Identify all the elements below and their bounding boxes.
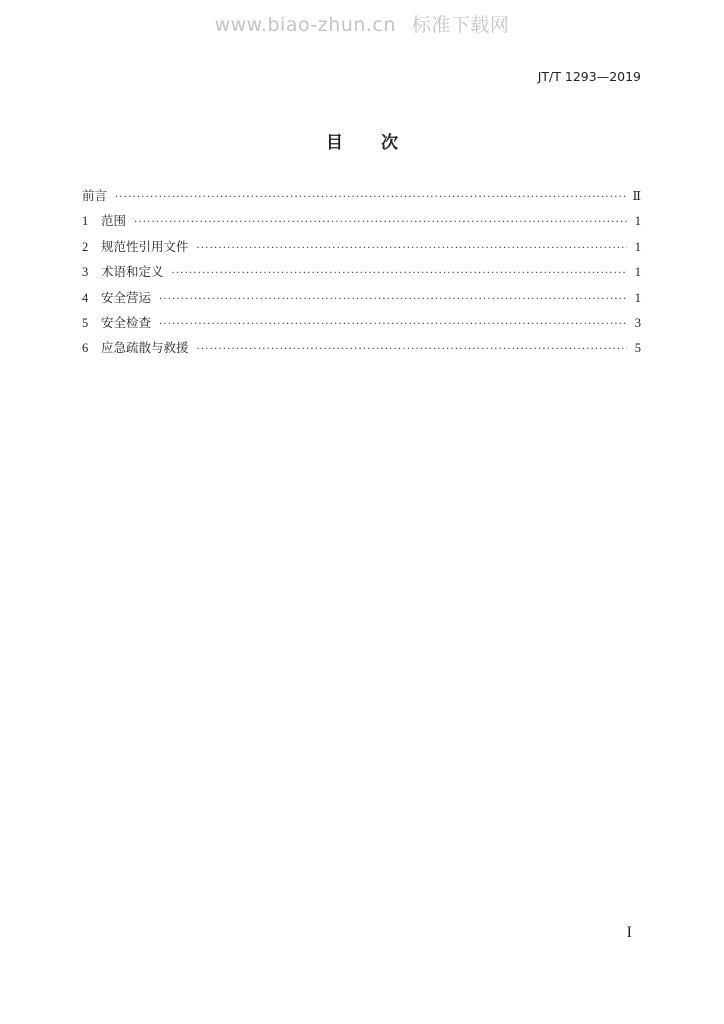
toc-entry-label: 术语和定义 — [101, 264, 164, 280]
toc-leader-dots — [172, 264, 627, 284]
document-code: JT/T 1293—2019 — [537, 69, 641, 84]
toc-leader-dots — [159, 290, 627, 310]
toc-entry-page: Ⅱ — [632, 189, 641, 203]
toc-leader-dots — [159, 315, 627, 335]
toc-entry-page: 3 — [634, 315, 641, 330]
toc-entry-page: 1 — [634, 239, 641, 254]
toc-entry-emergency-evacuation[interactable] — [82, 338, 641, 363]
toc-entry-label: 安全营运 — [101, 289, 152, 305]
toc-leader-dots — [134, 213, 627, 233]
toc-entry-label: 应急疏散与救援 — [101, 340, 189, 356]
toc-entry-label: 规范性引用文件 — [101, 238, 189, 254]
toc-entry-terms-and-definitions[interactable] — [82, 262, 641, 287]
toc-entry-page: 1 — [634, 214, 641, 229]
toc-entry-scope[interactable] — [82, 211, 641, 236]
toc-entry-number: 6 — [82, 341, 89, 356]
toc-entry-number: 2 — [82, 239, 89, 254]
toc-entry-page: 1 — [634, 265, 641, 280]
page-number: I — [626, 924, 632, 941]
toc-entry-label: 范围 — [101, 213, 127, 229]
watermark-url: www.biao-zhun.cn — [214, 14, 396, 36]
toc-entry-label: 前言 — [82, 188, 108, 203]
toc-entry-label: 安全检查 — [101, 314, 152, 330]
toc-entry-number: 1 — [82, 214, 89, 229]
toc-entry-safety-operation[interactable] — [82, 288, 641, 313]
toc-entry-number: 5 — [82, 315, 89, 330]
toc-entry-foreword[interactable] — [82, 186, 641, 211]
toc-entry-number: 4 — [82, 290, 89, 305]
watermark — [0, 10, 724, 37]
toc-leader-dots — [197, 340, 627, 360]
toc-entry-page: 5 — [634, 341, 641, 356]
toc-title: 目次 — [326, 133, 436, 153]
toc-leader-dots — [115, 188, 626, 208]
toc-entry-number: 3 — [82, 265, 89, 280]
table-of-contents — [82, 186, 641, 364]
toc-entry-normative-references[interactable] — [82, 237, 641, 262]
watermark-site-name: 标准下载网 — [411, 14, 510, 36]
toc-entry-safety-inspection[interactable] — [82, 313, 641, 338]
toc-entry-page: 1 — [634, 290, 641, 305]
toc-leader-dots — [197, 239, 627, 259]
